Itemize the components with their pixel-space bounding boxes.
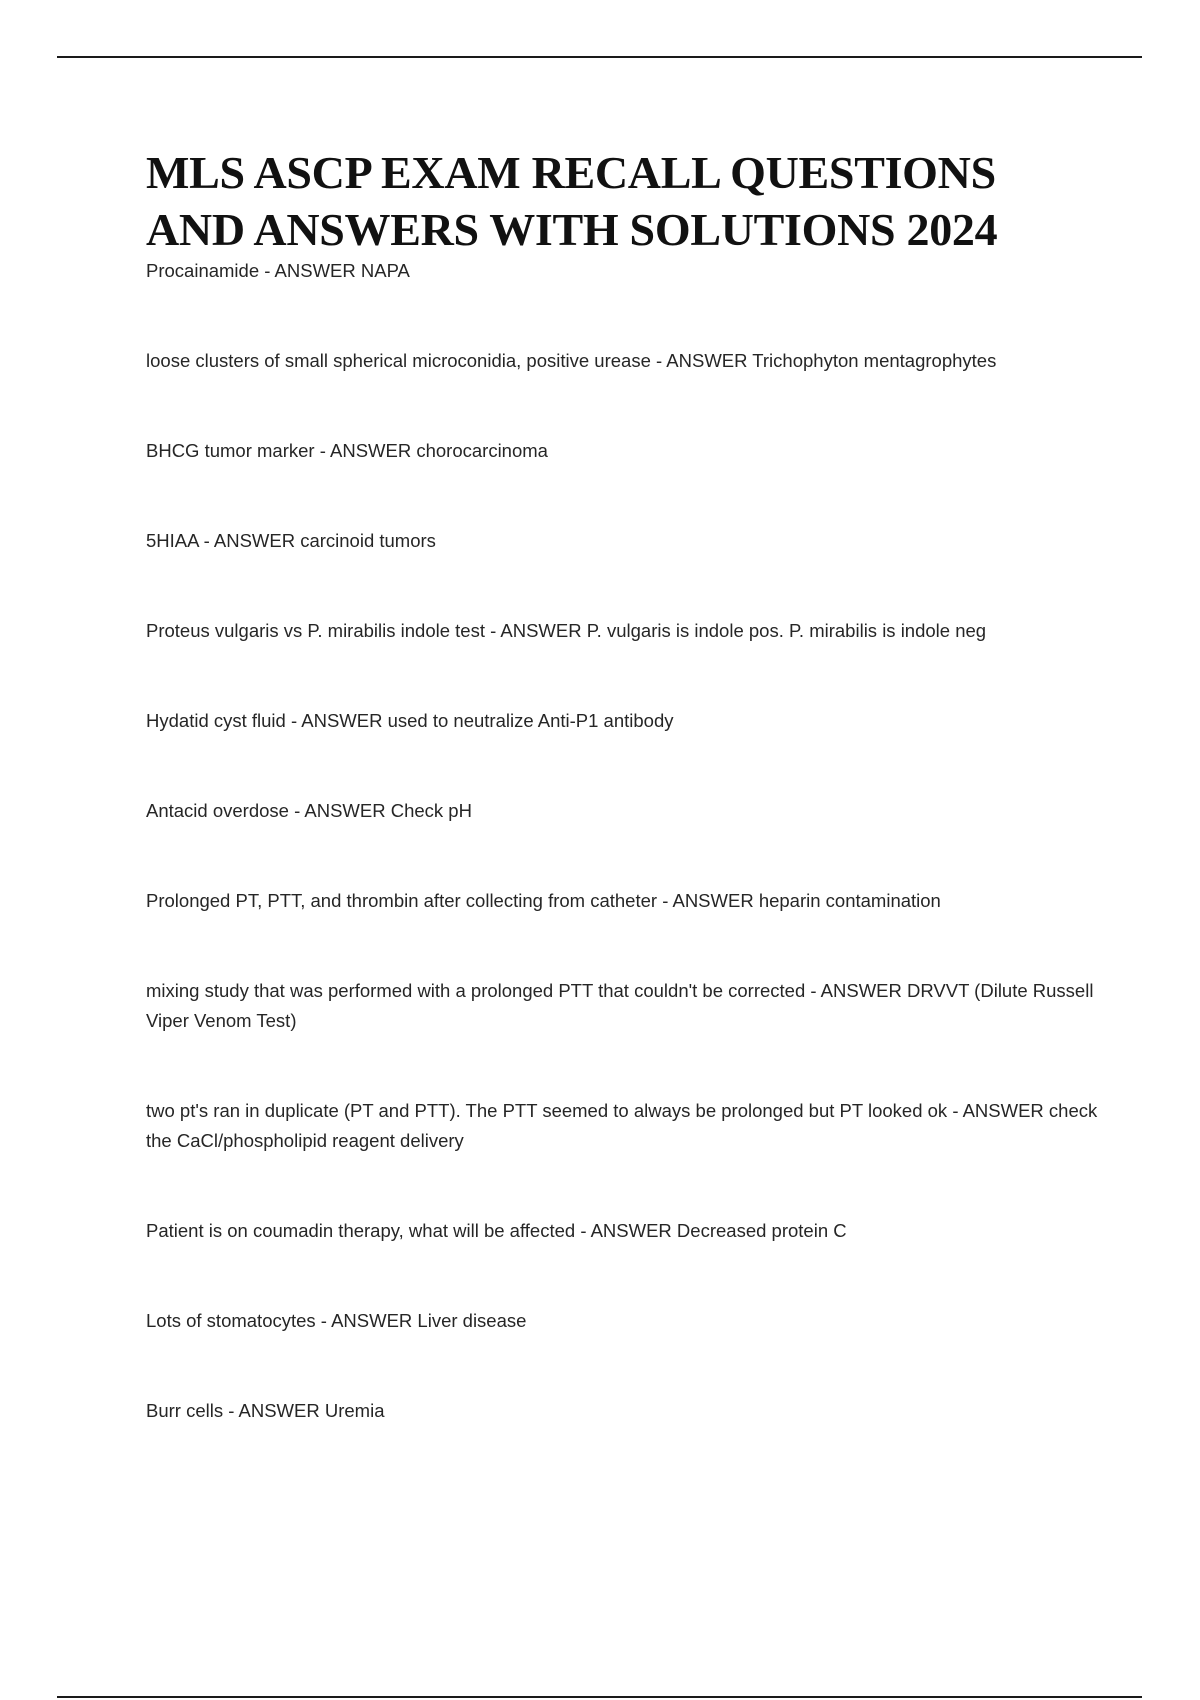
document-title (146, 144, 1106, 258)
qa-item: Prolonged PT, PTT, and thrombin after collecting from catheter - ANSWER heparin contamination (146, 890, 941, 911)
title-line-2: AND ANSWERS WITH SOLUTIONS 2024 (146, 204, 998, 255)
title-line-1: MLS ASCP EXAM RECALL QUESTIONS (146, 147, 996, 198)
qa-item: two pt's ran in duplicate (PT and PTT). The PTT seemed to always be prolonged but PT looked ok - ANSWER check the CaCl/phospholipid reagent delivery (146, 1100, 1098, 1151)
qa-item: Proteus vulgaris vs P. mirabilis indole test - ANSWER P. vulgaris is indole pos. P. mirabilis is indole neg (146, 620, 987, 641)
footer-rule (57, 1696, 1142, 1698)
qa-item: Hydatid cyst fluid - ANSWER used to neutralize Anti-P1 antibody (146, 710, 674, 731)
qa-item: 5HIAA - ANSWER carcinoid tumors (146, 530, 436, 551)
document-body (146, 144, 1106, 1486)
qa-item: Procainamide - ANSWER NAPA (146, 260, 410, 281)
qa-item: mixing study that was performed with a prolonged PTT that couldn't be corrected - ANSWER DRVVT (Dilute Russell Viper Venom Test) (146, 980, 1094, 1031)
qa-item: Antacid overdose - ANSWER Check pH (146, 800, 472, 821)
qa-item: BHCG tumor marker - ANSWER chorocarcinoma (146, 440, 548, 461)
qa-list (146, 256, 1106, 1426)
header-rule (57, 56, 1142, 58)
qa-item: loose clusters of small spherical microconidia, positive urease - ANSWER Trichophyton mentagrophytes (146, 350, 997, 371)
qa-item: Patient is on coumadin therapy, what will be affected - ANSWER Decreased protein C (146, 1220, 847, 1241)
qa-item: Burr cells - ANSWER Uremia (146, 1400, 385, 1421)
qa-item: Lots of stomatocytes - ANSWER Liver disease (146, 1310, 527, 1331)
